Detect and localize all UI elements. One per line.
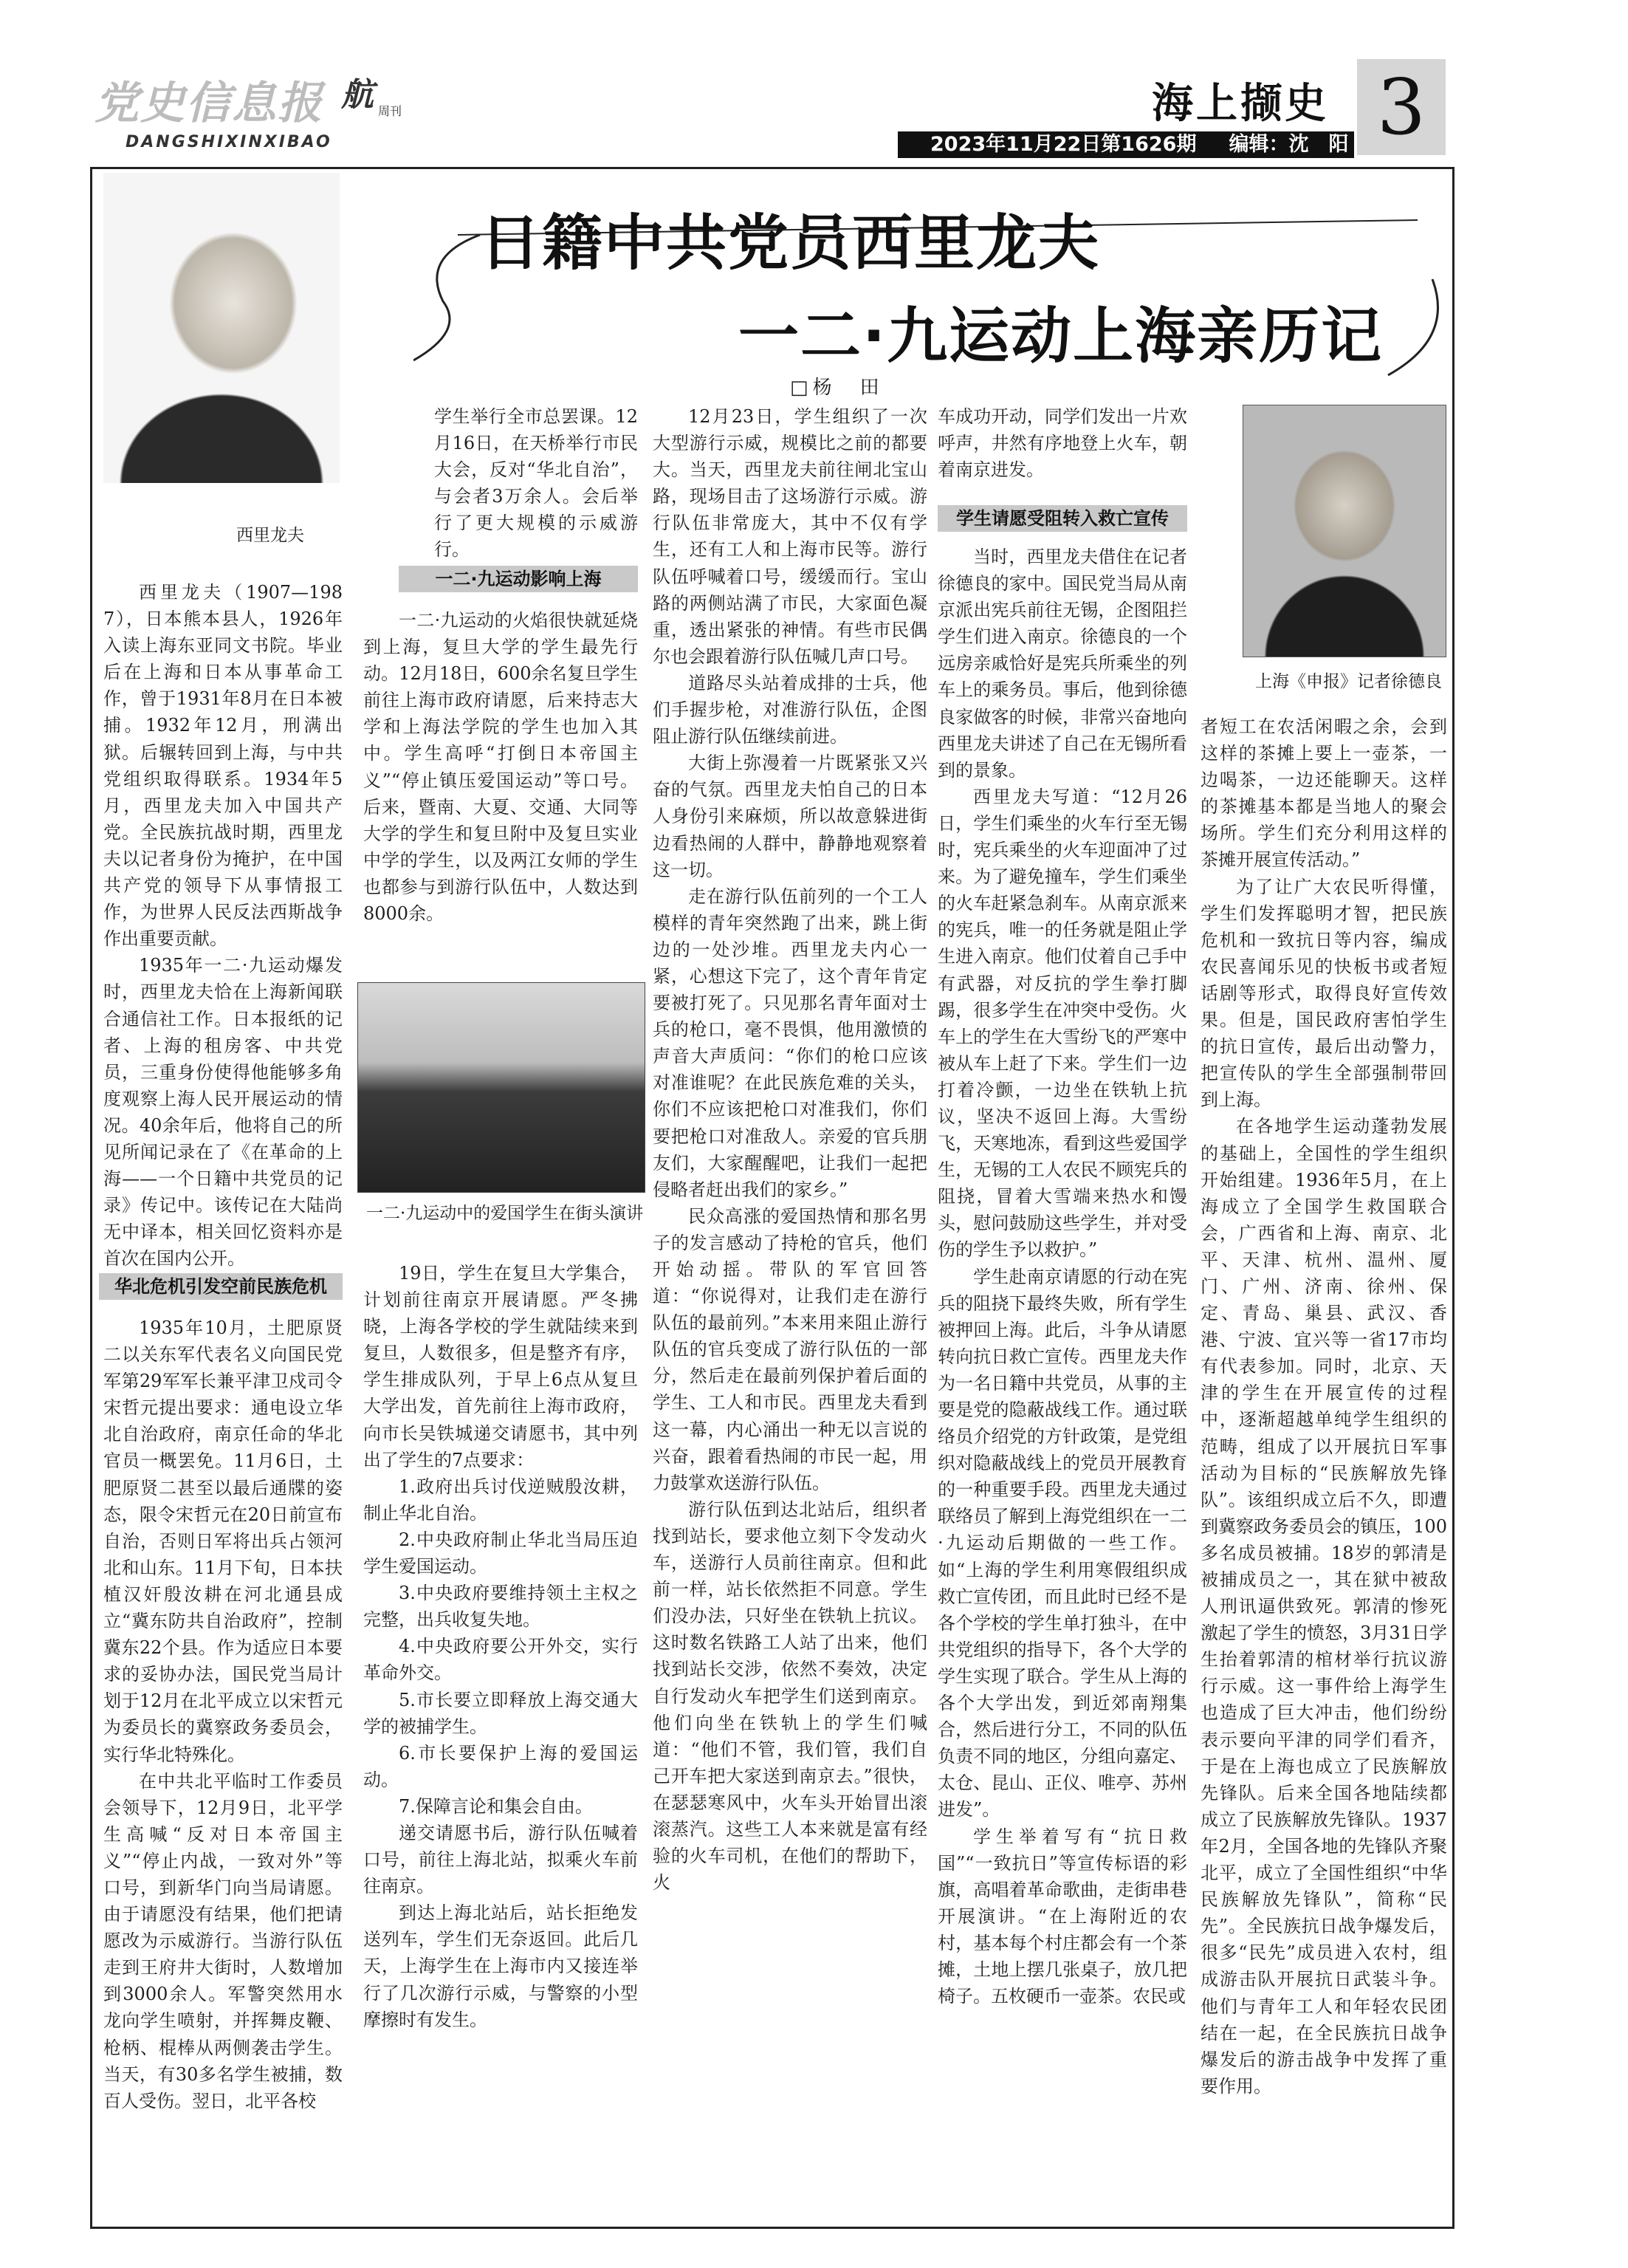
paragraph: 大街上弥漫着一片既紧张又兴奋的气氛。西里龙夫怕自己的日本人身份引来麻烦，所以故意躲进街边看热闹的人群中，静静地观察着这一切。 [653,753,927,880]
portrait-caption-left: 西里龙夫 [236,526,304,545]
subhead-petition-blocked: 学生请愿受阻转入救亡宣传 [938,505,1187,532]
paragraph: 递交请愿书后，游行队伍喊着口号，前往上海北站，拟乘火车前往南京。 [363,1822,638,1897]
paragraph: 1935年10月，土肥原贤二以关东军代表名义向国民党军第29军军长兼平津卫戍司令宋哲元提出要求：通电设立华北自治政府，南京任命的华北官员一概罢免。11月6日，土肥原贤二甚至以最后通牒的姿态，限令宋哲元在20日前宣布自治，否则日军将出兵占领河北和山东。11月下旬，日本扶植汉奸殷汝耕在河北通县成立“冀东防共自治政府”，控制冀东22个县。作为适应日本要求的妥协办法，国民党当局计划于12月在北平成立以宋哲元为委员长的冀察政务委员会，实行华北特殊化。 [103,1318,343,1765]
column-3 [653,403,927,1896]
column-1-lower [103,1315,343,2114]
paragraph: 一二·九运动的火焰很快就延烧到上海，复旦大学的学生最先行动。12月18日，600余名复旦学生前往上海市政府请愿，后来持志大学和上海法学院的学生也加入其中。学生高呼“打倒日本帝国主义”“停止镇压爱国运动”等口号。后来，暨南、大夏、交通、大同等大学的学生和复旦附中及复旦实业中学的学生，以及两江女师的学生也都参与到游行队伍中，人数达到8000余。 [363,610,638,925]
section-title: 海上撷史 [1152,80,1329,128]
paragraph: 在各地学生运动蓬勃发展的基础上，全国性的学生组织开始组建。1936年5月，在上海成立了全国学生救国联合会，广西省和上海、南京、北平、天津、杭州、温州、厦门、广州、济南、徐州、保定、青岛、巢县、武汉、香港、宁波、宜兴等一省17市均有代表参加。同时，北京、天津的学生在开展宣传的过程中，逐渐超越单纯学生组织的范畴，组成了以开展抗日军事活动为目标的“民族解放先锋队”。该组织成立后不久，即遭到冀察政务委员会的镇压，100多名成员被捕。18岁的郭清是被捕成员之一，其在狱中被敌人刑讯逼供致死。郭清的惨死激起了学生的愤怒，3月31日学生抬着郭清的棺材举行抗议游行示威。这一事件给上海学生也造成了巨大冲击，他们纷纷表示要向平津的同学们看齐，于是在上海也成立了民族解放先锋队。后来全国各地陆续都成立了民族解放先锋队。1937年2月，全国各地的先锋队齐聚北平，成立了全国性组织“中华民族解放先锋队”，简称“民先”。全民族抗日战争爆发后，很多“民先”成员进入农村，组成游击队开展抗日武装斗争。他们与青年工人和年轻农民团结在一起，在全民族抗日战争爆发后的游击战争中发挥了重要作用。 [1201,1116,1447,2097]
list-item: 4.中央政府要公开外交，实行革命外交。 [363,1636,638,1684]
paragraph: 西里龙夫写道：“12月26日，学生们乘坐的火车行至无锡时，宪兵乘坐的火车迎面冲了过来。为了避免撞车，学生们乘坐的火车赶紧急刹车。从南京派来的宪兵，唯一的任务就是阻止学生进入南京。他们仗着自己手中有武器，对反抗的学生拳打脚踢，很多学生在冲突中受伤。火车上的学生在大雪纷飞的严寒中被从车上赶了下来。学生们一边打着冷颤，一边坐在铁轨上抗议，坚决不返回上海。大雪纷飞，天寒地冻，看到这些爱国学生，无锡的工人农民不顾宪兵的阻挠，冒着大雪端来热水和馒头，慰问鼓励这些学生，并对受伤的学生予以救护。” [938,786,1187,1261]
portrait-photo-xu-deliang [1243,405,1446,657]
page-number: 3 [1357,59,1446,155]
paragraph: 学生举着写有“抗日救国”“一致抗日”等宣传标语的彩旗，高唱着革命歌曲，走街串巷开展演讲。“在上海附近的农村，基本每个村庄都会有一个茶摊，土地上摆几张桌子，放几把椅子。五枚硬币一壶茶。农民或 [938,1826,1187,2007]
paper-logo-pinyin: DANGSHIXINXIBAO [126,133,332,151]
byline: □杨 田 [790,377,884,399]
paragraph: 学生赴南京请愿的行动在宪兵的阻挠下最终失败，所有学生被押回上海。此后，斗争从请愿转向抗日救亡宣传。西里龙夫作为一名日籍中共党员，从事的主要是党的隐蔽战线工作。通过联络员介绍党的方针政策，是党组织对隐蔽战线上的党员开展教育的一种重要手段。西里龙夫通过联络员了解到上海党组织在一二·九运动后期做的一些工作。如“上海的学生利用寒假组织成救亡宣传团，而且此时已经不是各个学校的学生单打独斗，在中共党组织的指导下，各个大学的学生实现了联合。学生从上海的各个大学出发，到近郊南翔集合，然后进行分工，不同的队伍负责不同的地区，分组向嘉定、太仓、昆山、正仪、唯亭、苏州进发”。 [938,1266,1187,1820]
column-1-upper [103,579,343,1272]
supplement-label: 周刊 [378,104,402,118]
list-item: 6.市长要保护上海的爱国运动。 [363,1742,638,1790]
crowd-photo [357,982,645,1193]
paragraph: 车成功开动，同学们发出一片欢呼声，井然有序地登上火车，朝着南京进发。 [938,406,1187,481]
paragraph: 学生举行全市总罢课。12月16日，在天桥举行市民大会，反对“华北自治”，与会者3万余人。会后举行了更大规模的示威游行。 [434,406,638,561]
paper-logo: 党史信息报 [95,78,323,129]
list-item: 5.市长要立即释放上海交通大学的被捕学生。 [363,1689,638,1737]
paragraph: 12月23日，学生组织了一次大型游行示威，规模比之前的都要大。当天，西里龙夫前往闸北宝山路，现场目击了这场游行示威。游行队伍非常庞大，其中不仅有学生，还有工人和上海市民等。游行队伍呼喊着口号，缓缓而行。宝山路的两侧站满了市民，大家面色凝重，透出紧张的神情。有些市民偶尔也会跟着游行队伍喊几声口号。 [653,406,927,667]
paragraph: 到达上海北站后，站长拒绝发送列车，学生们无奈返回。此后几天，上海学生在上海市内又接连举行了几次游行示威，与警察的小型摩擦时有发生。 [363,1902,638,2030]
paragraph: 西里龙夫（1907—1987），日本熊本县人，1926年入读上海东亚同文书院。毕业后在上海和日本从事革命工作，曾于1931年8月在日本被捕。1932年12月，刑满出狱。后辗转回到上海，与中共党组织取得联系。1934年5月，西里龙夫加入中国共产党。全民族抗战时期，西里龙夫以记者身份为掩护，在中国共产党的领导下从事情报工作，为世界人民反法西斯战争作出重要贡献。 [103,582,343,950]
list-item: 2.中央政府制止华北当局压迫学生爱国运动。 [363,1529,638,1577]
paragraph: 游行队伍到达北站后，组织者找到站长，要求他立刻下令发动火车，送游行人员前往南京。但和此前一样，站长依然拒不同意。学生们没办法，只好坐在铁轨上抗议。这时数名铁路工人站了出来，他们找到站长交涉，依然不奏效，决定自行发动火车把学生们送到南京。他们向坐在铁轨上的学生们喊道：“他们不管，我们管，我们自己开车把大家送到南京去。”很快，在瑟瑟寒风中，火车头开始冒出滚滚蒸汽。这些工人本来就是富有经验的火车司机，在他们的帮助下，火 [653,1498,927,1894]
paragraph: 在中共北平临时工作委员会领导下，12月9日，北平学生高喊“反对日本帝国主义”“停止内战，一致对外”等口号，到新华门向当局请愿。由于请愿没有结果，他们把请愿改为示威游行。当游行队伍走到王府井大街时，人数增加到3000余人。军警突然用水龙向学生喷射，并挥舞皮鞭、枪柄、棍棒从两侧袭击学生。当天，有30多名学生被捕，数百人受伤。翌日，北平各校 [103,1770,343,2111]
headline-line-2: 一二·九运动上海亲历记 [738,301,1384,371]
dateline-bar [898,131,1354,158]
paragraph: 道路尽头站着成排的士兵，他们手握步枪，对准游行队伍，企图阻止游行队伍继续前进。 [653,672,927,747]
paragraph: 1935年一二·九运动爆发时，西里龙夫恰在上海新闻联合通信社工作。日本报纸的记者、上海的租房客、中共党员，三重身份使得他能够多角度观察上海人民开展运动的情况。40余年后，他将自己的所见所闻记录在了《在革命的上海——一个日籍中共党员的记录》传记中。该传记在大陆尚无中译本，相关回忆资料亦是首次在国内公开。 [103,955,343,1270]
column-4-lower [938,544,1187,2010]
column-2-lower [363,1260,638,2033]
column-4-upper [938,403,1187,483]
column-5 [1201,713,1447,2100]
paragraph: 为了让广大农民听得懂，学生们发挥聪明才智，把民族危机和一致抗日等内容，编成农民喜闻乐见的快板书或者短话剧等形式，取得良好宣传效果。但是，国民政府害怕学生的抗日宣传，最后出动警力，把宣传队的学生全部强制带回到上海。 [1201,876,1447,1111]
subhead-movement-shanghai: 一二·九运动影响上海 [399,566,638,592]
crowd-photo-caption: 一二·九运动中的爱国学生在街头演讲 [366,1204,644,1223]
portrait-photo-nishizato [103,173,340,483]
portrait-caption-right: 上海《申报》记者徐德良 [1255,672,1442,691]
paragraph: 民众高涨的爱国热情和那名男子的发言感动了持枪的官兵，他们开始动摇。带队的军官回答道：“你说得对，让我们走在游行队伍的最前列。”本来用来阻止游行队伍的官兵变成了游行队伍的一部分，然后走在最前列保护着后面的学生、工人和市民。西里龙夫看到这一幕，内心涌出一种无以言说的兴奋，跟着看热闹的市民一起，用力鼓掌欢送游行队伍。 [653,1205,927,1493]
column-2-middle [363,607,638,927]
headline-line-1: 日籍中共党员西里龙夫 [480,208,1101,278]
column-2-upper [399,403,638,563]
paragraph: 当时，西里龙夫借住在记者徐德良的家中。国民党当局从南京派出宪兵前往无锡，企图阻拦学生们进入南京。徐德良的一个远房亲戚恰好是宪兵所乘坐的列车上的乘务员。事后，他到徐德良家做客的时候，非常兴奋地向西里龙夫讲述了自己在无锡所看到的景象。 [938,547,1187,781]
supplement-mark: 航 [341,76,374,114]
list-item: 1.政府出兵讨伐逆贼殷汝耕，制止华北自治。 [363,1476,638,1524]
list-item: 7.保障言论和集会自由。 [399,1795,593,1817]
list-item: 3.中央政府要维持领土主权之完整，出兵收复失地。 [363,1583,638,1631]
paragraph: 19日，学生在复旦大学集合，计划前往南京开展请愿。严冬拂晓，上海各学校的学生就陆续来到复旦，人数很多，但是整齐有序，学生排成队列，于早上6点从复旦大学出发，首先前往上海市政府，向市长吴铁城递交请愿书，其中列出了学生的7点要求： [363,1263,638,1470]
issue-date: 2023年11月22日第1626期 [930,133,1197,156]
paragraph: 者短工在农活闲暇之余，会到这样的茶摊上要上一壶茶，一边喝茶，一边还能聊天。这样的茶摊基本都是当地人的聚会场所。学生们充分利用这样的茶摊开展宣传活动。” [1201,716,1447,871]
editor-credit: 编辑：沈 阳 [1229,133,1349,156]
paragraph: 走在游行队伍前列的一个工人模样的青年突然跑了出来，跳上街边的一处沙堆。西里龙夫内心一紧，心想这下完了，这个青年肯定要被打死了。只见那名青年面对士兵的枪口，毫不畏惧，他用激愤的声音大声质问：“你们的枪口应该对准谁呢？在此民族危难的关头，你们不应该把枪口对准我们，你们要把枪口对准敌人。亲爱的官兵朋友们，大家醒醒吧，让我们一起把侵略者赶出我们的家乡。” [653,885,927,1200]
subhead-north-china-crisis: 华北危机引发空前民族危机 [99,1273,343,1300]
